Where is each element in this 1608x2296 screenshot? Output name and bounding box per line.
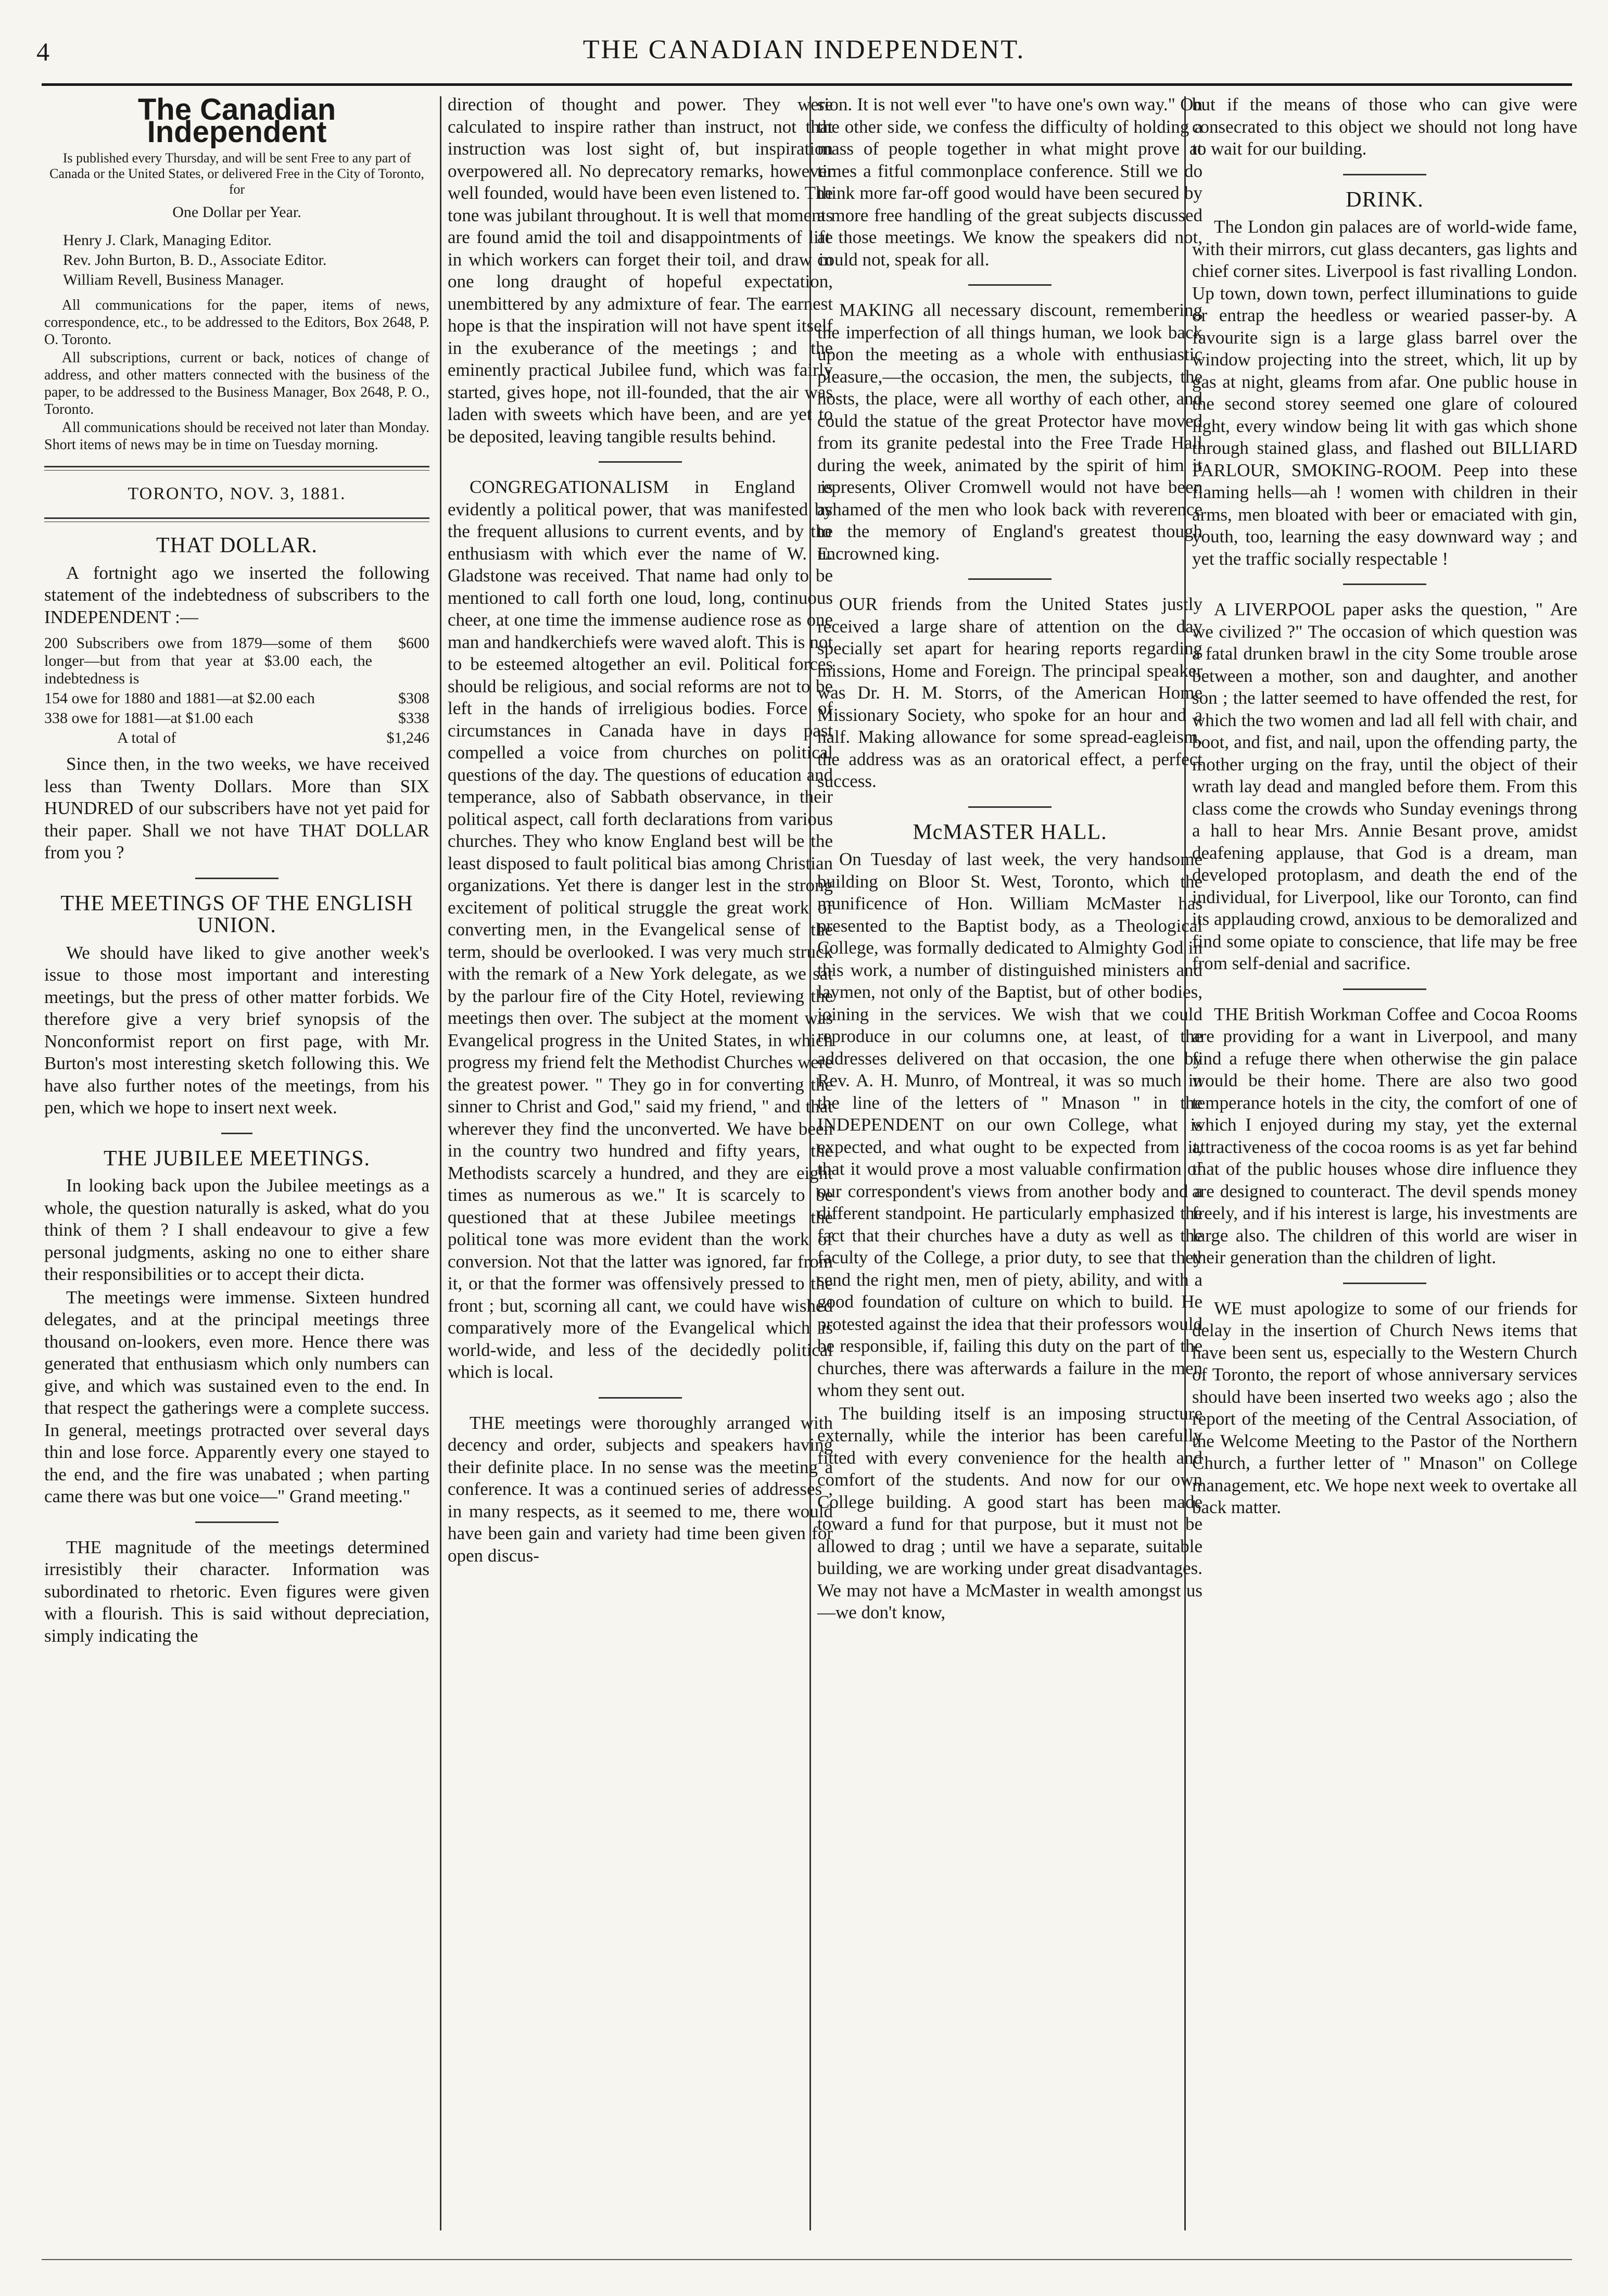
debt-description: 154 owe for 1880 and 1881—at $2.00 each [44, 690, 315, 707]
debt-amount: $308 [398, 690, 429, 707]
section-rule [221, 1133, 252, 1134]
publication-title: The Canadian Independent [137, 94, 336, 149]
article-paragraph: sion. It is not well ever "to have one's own way." On the other side, we confess the difficulty of holding a mass of people together in what might prove at times a fitful commonplace conference. Still we do think more far-off good would have been secured by a more free handling of the great subjects discussed at those meetings. We know the speakers did not, could not, speak for all. [817, 94, 1202, 270]
article-paragraph: A LIVERPOOL paper asks the question, " Are we civilized ?" The occasion of which question was a fatal drunken brawl in the city Some trouble arose between a mother, son and daughter, and another son ; the latter seemed to have offended the rest, for which the two women and lad all fell with chair, and boot, and fist, and nail, upon the offending party, the mother urging on the fray, until the object of their wrath lay dead and mangled before them. From this class come the crowds who Sunday evenings throng a hall to hear Mrs. Annie Besant prove, amidst deafening applause, that God is a dream, man developed protoplasm, and death the end of the individual, for Liverpool, like our Toronto, can find its applauding crowd, anxious to be demoralized and find some opiate to conscience, that life may be free from self-denial and sacrifice. [1192, 599, 1577, 973]
column-1 [44, 94, 429, 2233]
debt-description: 200 Subscribers owe from 1879—some of them longer—but from that year at $3.00 each, the indebtedness is [44, 635, 372, 687]
section-rule [968, 578, 1052, 580]
debts-table [44, 633, 429, 748]
page-number: 4 [36, 37, 49, 66]
debt-amount: $600 [398, 635, 429, 652]
section-rule [1343, 1283, 1426, 1284]
double-rule [44, 517, 429, 522]
article-paragraph: The London gin palaces are of world-wide fame, with their mirrors, cut glass decanters, gas lights and chief corner sites. Liverpool is fast rivalling London. Up town, down town, perfect illuminations to guide or entrap the heedless or wearied passer-by. A favourite sign is a large glass barrel over the window projecting into the street, which, lit up by gas at night, gleams from afar. One public house in the second storey seemed one glare of coloured light, every window being lit with gas which shone through stained glass, and flashed out BILLIARD PARLOUR, SMOKING-ROOM. Peep into these flaming hells—ah ! women with children in their arms, men bloated with beer or emaciated with gin, youth, too, learning the easy downward way ; and yet the traffic socially respectable ! [1192, 217, 1577, 569]
subscription-price: One Dollar per Year. [172, 204, 301, 221]
staff-list [44, 231, 429, 289]
dateline: TORONTO, NOV. 3, 1881. [128, 484, 346, 503]
double-rule [44, 466, 429, 471]
section-rule [599, 1397, 682, 1399]
section-rule [968, 806, 1052, 808]
article-paragraph: OUR friends from the United States justly received a large share of attention on the day specially set apart for hearing reports regarding missions, Home and Foreign. The principal speaker was Dr. H. M. Storrs, of the American Home Missionary Society, who spoke for an hour and a half. Making allowance for some spread-eagleism, the address was as an oratorical effect, a perfect success. [817, 594, 1202, 791]
column-3 [817, 94, 1202, 2233]
article-paragraph: THE British Workman Coffee and Cocoa Rooms are providing for a want in Liverpool, and many find a refuge there when otherwise the gin palace would be their home. There are also two good temperance hotels in the city, the comfort of one of which I enjoyed during my stay, yet the external attractiveness of the cocoa rooms is as yet far behind that of the public houses whose dire influence they are designed to counteract. The devil spends money freely, and if his interest is large, his investments are large also. The children of this world are wiser in their generation than the children of light. [1192, 1004, 1577, 1267]
table-row [44, 728, 429, 748]
article-heading: McMASTER HALL. [913, 820, 1107, 844]
column-4 [1192, 94, 1577, 2233]
article-paragraph: A fortnight ago we inserted the following statement of the indebtedness of subscribers to the INDEPENDENT :— [44, 562, 429, 627]
table-row [44, 633, 429, 689]
total-label: A total of [117, 729, 176, 746]
section-rule [1343, 174, 1426, 175]
section-rule [195, 878, 278, 879]
article-paragraph: THE magnitude of the meetings determined irresistibly their character. Information was subordinated to rhetoric. Even figures were given with a flourish. This is said without depreciation, simply indicating the [44, 1537, 429, 1646]
paper-title: THE CANADIAN INDEPENDENT. [583, 35, 1025, 65]
top-rule [42, 83, 1572, 86]
section-rule [1343, 988, 1426, 990]
article-paragraph: CONGREGATIONALISM in England is evidently a political power, that was manifested by the frequent allusions to current events, and by the enthusiasm with which ever the name of W. E. Gladstone was received. That name had only to be mentioned to call forth one loud, long, continuous cheer, at one time the immense audience rose as one man and handkerchiefs were waved aloft. This is not to be esteemed altogether an evil. Political forces should be religious, and social reforms are not to be left in the hands of irreligious bodies. Force of circumstances in Canada have in days past compelled a voice from churches on political questions of the day. The questions of education and temperance, also of Sabbath observance, in their political aspect, call forth declarations from various churches. They who know England best will be the least disposed to fault political bias among Christian organizations. Yet there is danger lest in the strong excitement of political struggle the great work of converting men, in the Evangelical sense of the term, should be overlooked. I was very much struck with the remark of a New York delegate, as we sat by the parlour fire of the City Hotel, reviewing the meetings then over. The subject at the moment was Evangelical progress in the United States, in which progress my friend felt the Methodist Churches were the greatest power. " They go in for converting the sinner to Christ and God," said my friend, " and that wherever they find the unconverted. We have been in the country two hundred and fifty years, the Methodists scarcely a hundred, and they are eight times as numerous as we." It is scarcely to be questioned that at these Jubilee meetings the political tone was more evident than the work of conversion. Not that the latter was ignored, far from it, or that the former was offensively pressed to the front ; but, scorning all cant, we could have wished comparatively more of the Evangelical which is world-wide, and less of the decidedly political which is local. [448, 477, 833, 1382]
total-amount: $1,246 [386, 729, 429, 746]
article-paragraph: The meetings were immense. Sixteen hundred delegates, and at the principal meetings three thousand on-lookers, even more. Hence there was generated that enthusiasm which only numbers can give, and which was sustained even to the end. In that respect the gatherings were a complete success. In general, meetings protracted over several days thin and lose force. Apparently every one stayed to the end, and the fire was unabated ; when parting came there was but one voice—" Grand meeting." [44, 1287, 429, 1506]
article-paragraph: On Tuesday of last week, the very handsome building on Bloor St. West, Toronto, which the munificence of Hon. William McMaster has presented to the Baptist body, as a Theological College, was formally dedicated to Almighty God in this work, a number of distinguished ministers and laymen, not only of the Baptist, but of other bodies, joining in the services. We wish that we could reproduce in our columns one, at least, of the addresses delivered on that occasion, the one by Rev. A. H. Munro, of Montreal, it was so much in the line of the letters of " Mnason " in the INDEPENDENT on our own College, what is expected, and what ought to be expected from it, that it would prove a most valuable confirmation of our correspondent's views from another body and a different standpoint. He particularly emphasized the fact that their churches have a duty as well as the faculty of the College, a prior duty, to see that they send the right men, men of piety, ability, and with a good foundation of culture on which to build. He protested against the idea that their professors would be responsible, if, failing this duty on the part of the churches, there was afterwards a failure in the men whom they sent out. [817, 849, 1202, 1400]
section-rule [599, 461, 682, 463]
article-heading: THAT DOLLAR. [156, 534, 318, 557]
bottom-rule [42, 2259, 1572, 2260]
notice: All subscriptions, current or back, notices of change of address, and other matters connected with the business of the paper, to be addressed to the Business Manager, Box 2648, P. O., Toronto. [44, 349, 429, 417]
article-heading: DRINK. [1346, 187, 1424, 212]
staff-entry: Henry J. Clark, Managing Editor. [63, 231, 272, 249]
staff-entry: William Revell, Business Manager. [63, 271, 284, 288]
article-heading: THE JUBILEE MEETINGS. [103, 1146, 371, 1171]
article-paragraph: We should have liked to give another week's issue to those most important and interesting meetings, but the press of other matter forbids. We therefore give a very brief synopsis of the Nonconformist report on first page, with Mr. Burton's most interesting sketch following this. We have also further notes of the meetings, from his pen, which we hope to insert next week. [44, 942, 429, 1118]
article-paragraph: but if the means of those who can give were consecrated to this object we should not long have to wait for our building. [1192, 94, 1577, 159]
table-row [44, 689, 429, 708]
column-2 [448, 94, 833, 2233]
staff-entry: Rev. John Burton, B. D., Associate Editor. [63, 251, 327, 269]
debt-description: 338 owe for 1881—at $1.00 each [44, 709, 254, 727]
section-rule [968, 284, 1052, 286]
notice: All communications should be received not later than Monday. Short items of news may be in time on Tuesday morning. [44, 419, 429, 453]
article-paragraph: Since then, in the two weeks, we have received less than Twenty Dollars. More than SIX HUNDRED of our subscribers have not yet paid for their paper. Shall we not have THAT DOLLAR from you ? [44, 754, 429, 862]
publication-note: Is published every Thursday, and will be sent Free to any part of Canada or the United States, or delivered Free in the City of Toronto, for [49, 150, 424, 197]
article-paragraph: The building itself is an imposing structure externally, while the interior has been carefully fitted with every convenience for the health and comfort of the students. And now for our own College building. A good start has been made toward a fund for that purpose, but it must not be allowed to drag ; until we have a separate, suitable building, we are working under great disadvantages. We may not have a McMaster in wealth amongst us—we don't know, [817, 1403, 1202, 1622]
table-row [44, 708, 429, 728]
section-rule [195, 1521, 278, 1523]
notice: All communications for the paper, items of news, correspondence, etc., to be addressed to the Editors, Box 2648, P. O. Toronto. [44, 297, 429, 348]
article-paragraph: THE meetings were thoroughly arranged with decency and order, subjects and speakers having their definite place. In no sense was the meeting a conference. It was a continued series of addresses , in many respects, as it seemed to me, there would have been gain and variety had time been given for open discus- [448, 1412, 833, 1566]
article-paragraph: direction of thought and power. They were calculated to inspire rather than instruct, not that instruction was lost sight of, but inspiration overpowered all. No deprecatory remarks, however well founded, would have been even listened to. The tone was jubilant throughout. It is well that moments are found amid the toil and disappointments of life in which workers can forget their toil, and draw in one long draught of hopeful expectation, unembittered by any admixture of fear. The earnest hope is that the inspiration will not have spent itself in the exuberance of the meetings ; and the eminently practical Jubilee fund, which was fairly started, gives hope, not ill-founded, that the air was laden with sweets which have been, and are yet to be deposited, leaving tangible results behind. [448, 94, 833, 447]
column-divider [440, 96, 441, 2230]
section-rule [1343, 583, 1426, 585]
article-paragraph: In looking back upon the Jubilee meetings as a whole, the question naturally is asked, what do you think of them ? I shall endeavour to give a few personal judgments, asking no one to either share their responsibilities or to accept their dicta. [44, 1175, 429, 1284]
article-paragraph: WE must apologize to some of our friends for delay in the insertion of Church News items that have been sent us, especially to the Western Church of Toronto, the report of whose anniversary services should have been inserted two weeks ago ; also the report of the meeting of the Central Association, of the Welcome Meeting to the Pastor of the Northern Church, a further letter of " Mnason" on College management, etc. We hope next week to overtake all back matter. [1192, 1298, 1577, 1517]
debt-amount: $338 [398, 709, 429, 727]
article-paragraph: MAKING all necessary discount, remembering the imperfection of all things human, we look back upon the meeting as a whole with enthusiastic pleasure,—the occasion, the men, the subjects, the hosts, the place, were all worthy of each other, and could the statue of the great Protector have moved from its granite pedestal into the Free Trade Hall during the week, animated by the spirit of him it represents, Oliver Cromwell would not have been ashamed of the men who look back with reverence to the memory of England's greatest though uncrowned king. [817, 300, 1202, 564]
article-heading: THE MEETINGS OF THE ENGLISH UNION. [60, 891, 413, 937]
